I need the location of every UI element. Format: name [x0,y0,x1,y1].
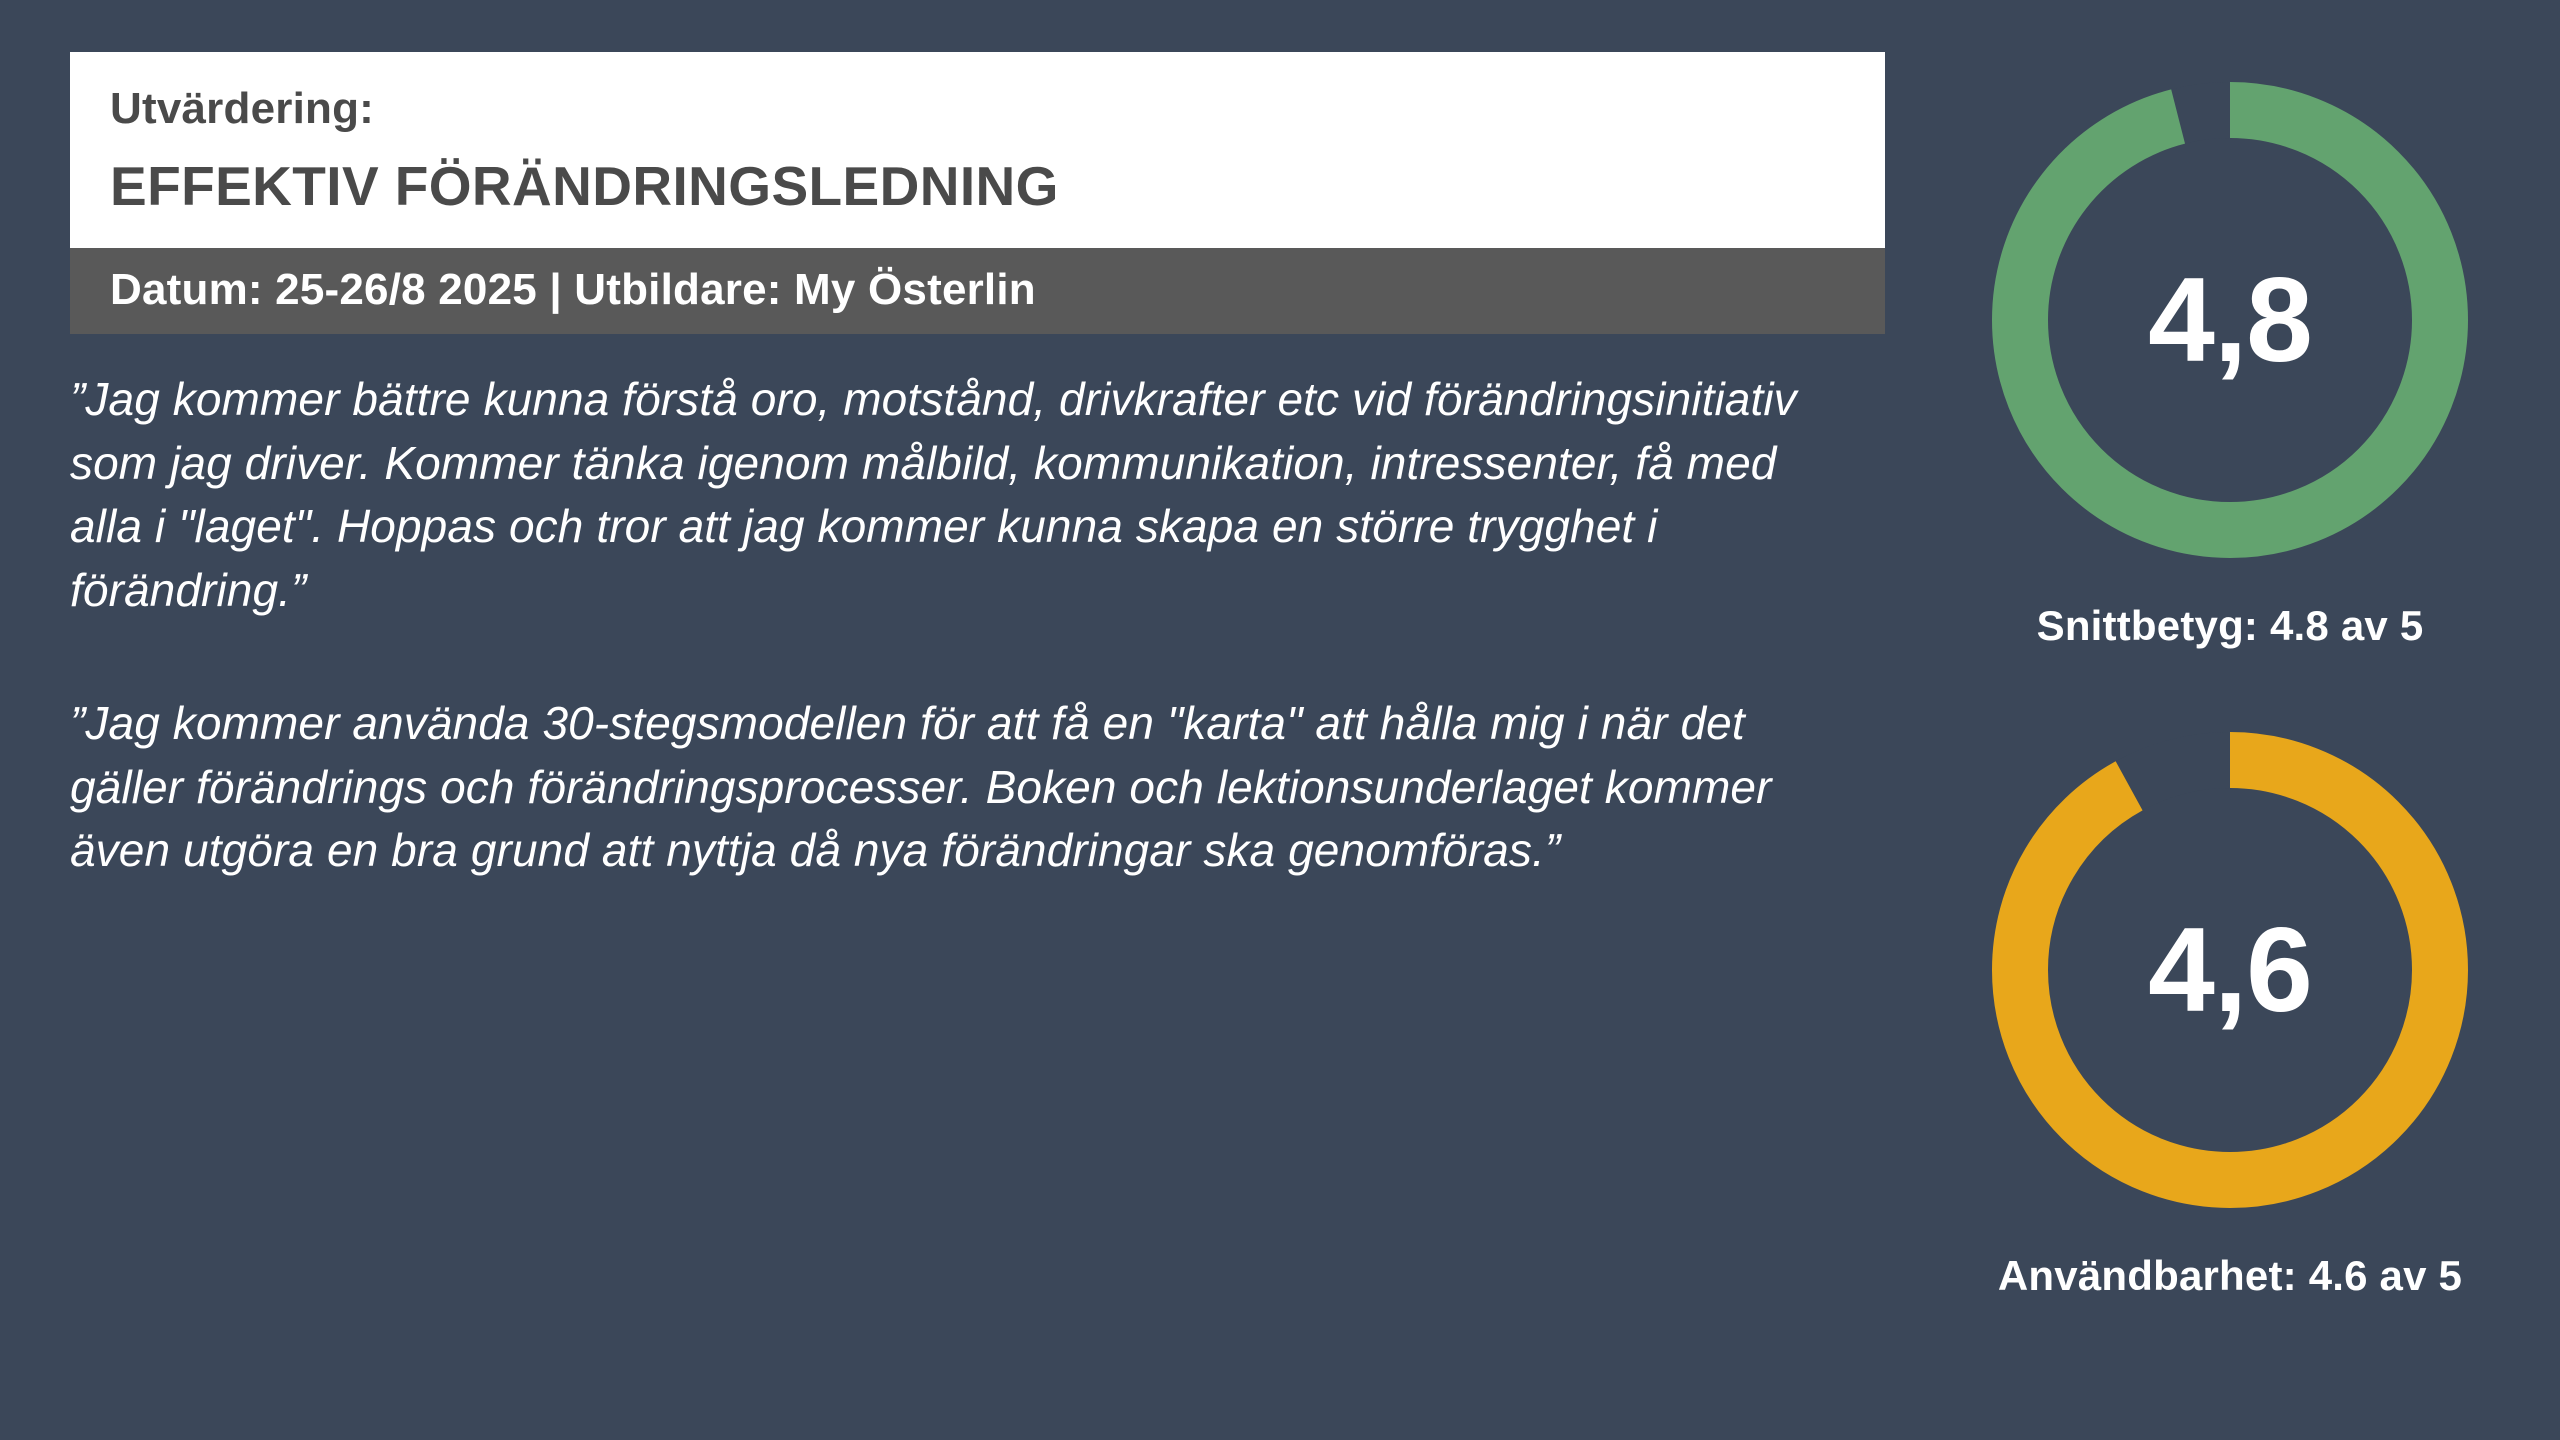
donut-chart-usability [1970,710,2490,1230]
eyebrow-label: Utvärdering: [110,84,374,133]
donut-center-value-average: 4,8 [2148,253,2312,387]
gauge-caption-average: Snittbetyg: 4.8 av 5 [2036,602,2424,649]
donut-chart-average [1970,60,2490,580]
donut-center-value-usability: 4,6 [2148,903,2312,1037]
quote-item: ”Jag kommer bättre kunna förstå oro, motstånd, drivkrafter etc vid förändringsinitiativ som jag driver. Kommer tänka igenom målbild, kommunikation, intressenter, få med alla i "laget". Hoppas och tror att jag kommer kunna skapa en större trygghet i förändring.” [70,373,1797,616]
ratings-panel [1930,60,2530,1300]
quote-item: ”Jag kommer använda 30-stegsmodellen för att få en "karta" att hålla mig i när det gäller förändrings och förändringsprocesser. Boken och lektionsunderlaget kommer även utgöra en bra grund att nyttja då nya förändringar ska genomföras.” [70,697,1772,877]
gauge-caption-usability: Användbarhet: 4.6 av 5 [1997,1252,2463,1299]
meta-bar [70,248,1885,334]
rating-gauge-usability [1930,710,2530,1300]
page-title: EFFEKTIV FÖRÄNDRINGSLEDNING [110,154,1059,217]
evaluation-panel [70,52,1860,883]
title-card [70,52,1885,248]
rating-gauge-average [1930,60,2530,650]
quote-list [70,368,1810,882]
meta-text: Datum: 25-26/8 2025 | Utbildare: My Österlin [110,264,1036,314]
